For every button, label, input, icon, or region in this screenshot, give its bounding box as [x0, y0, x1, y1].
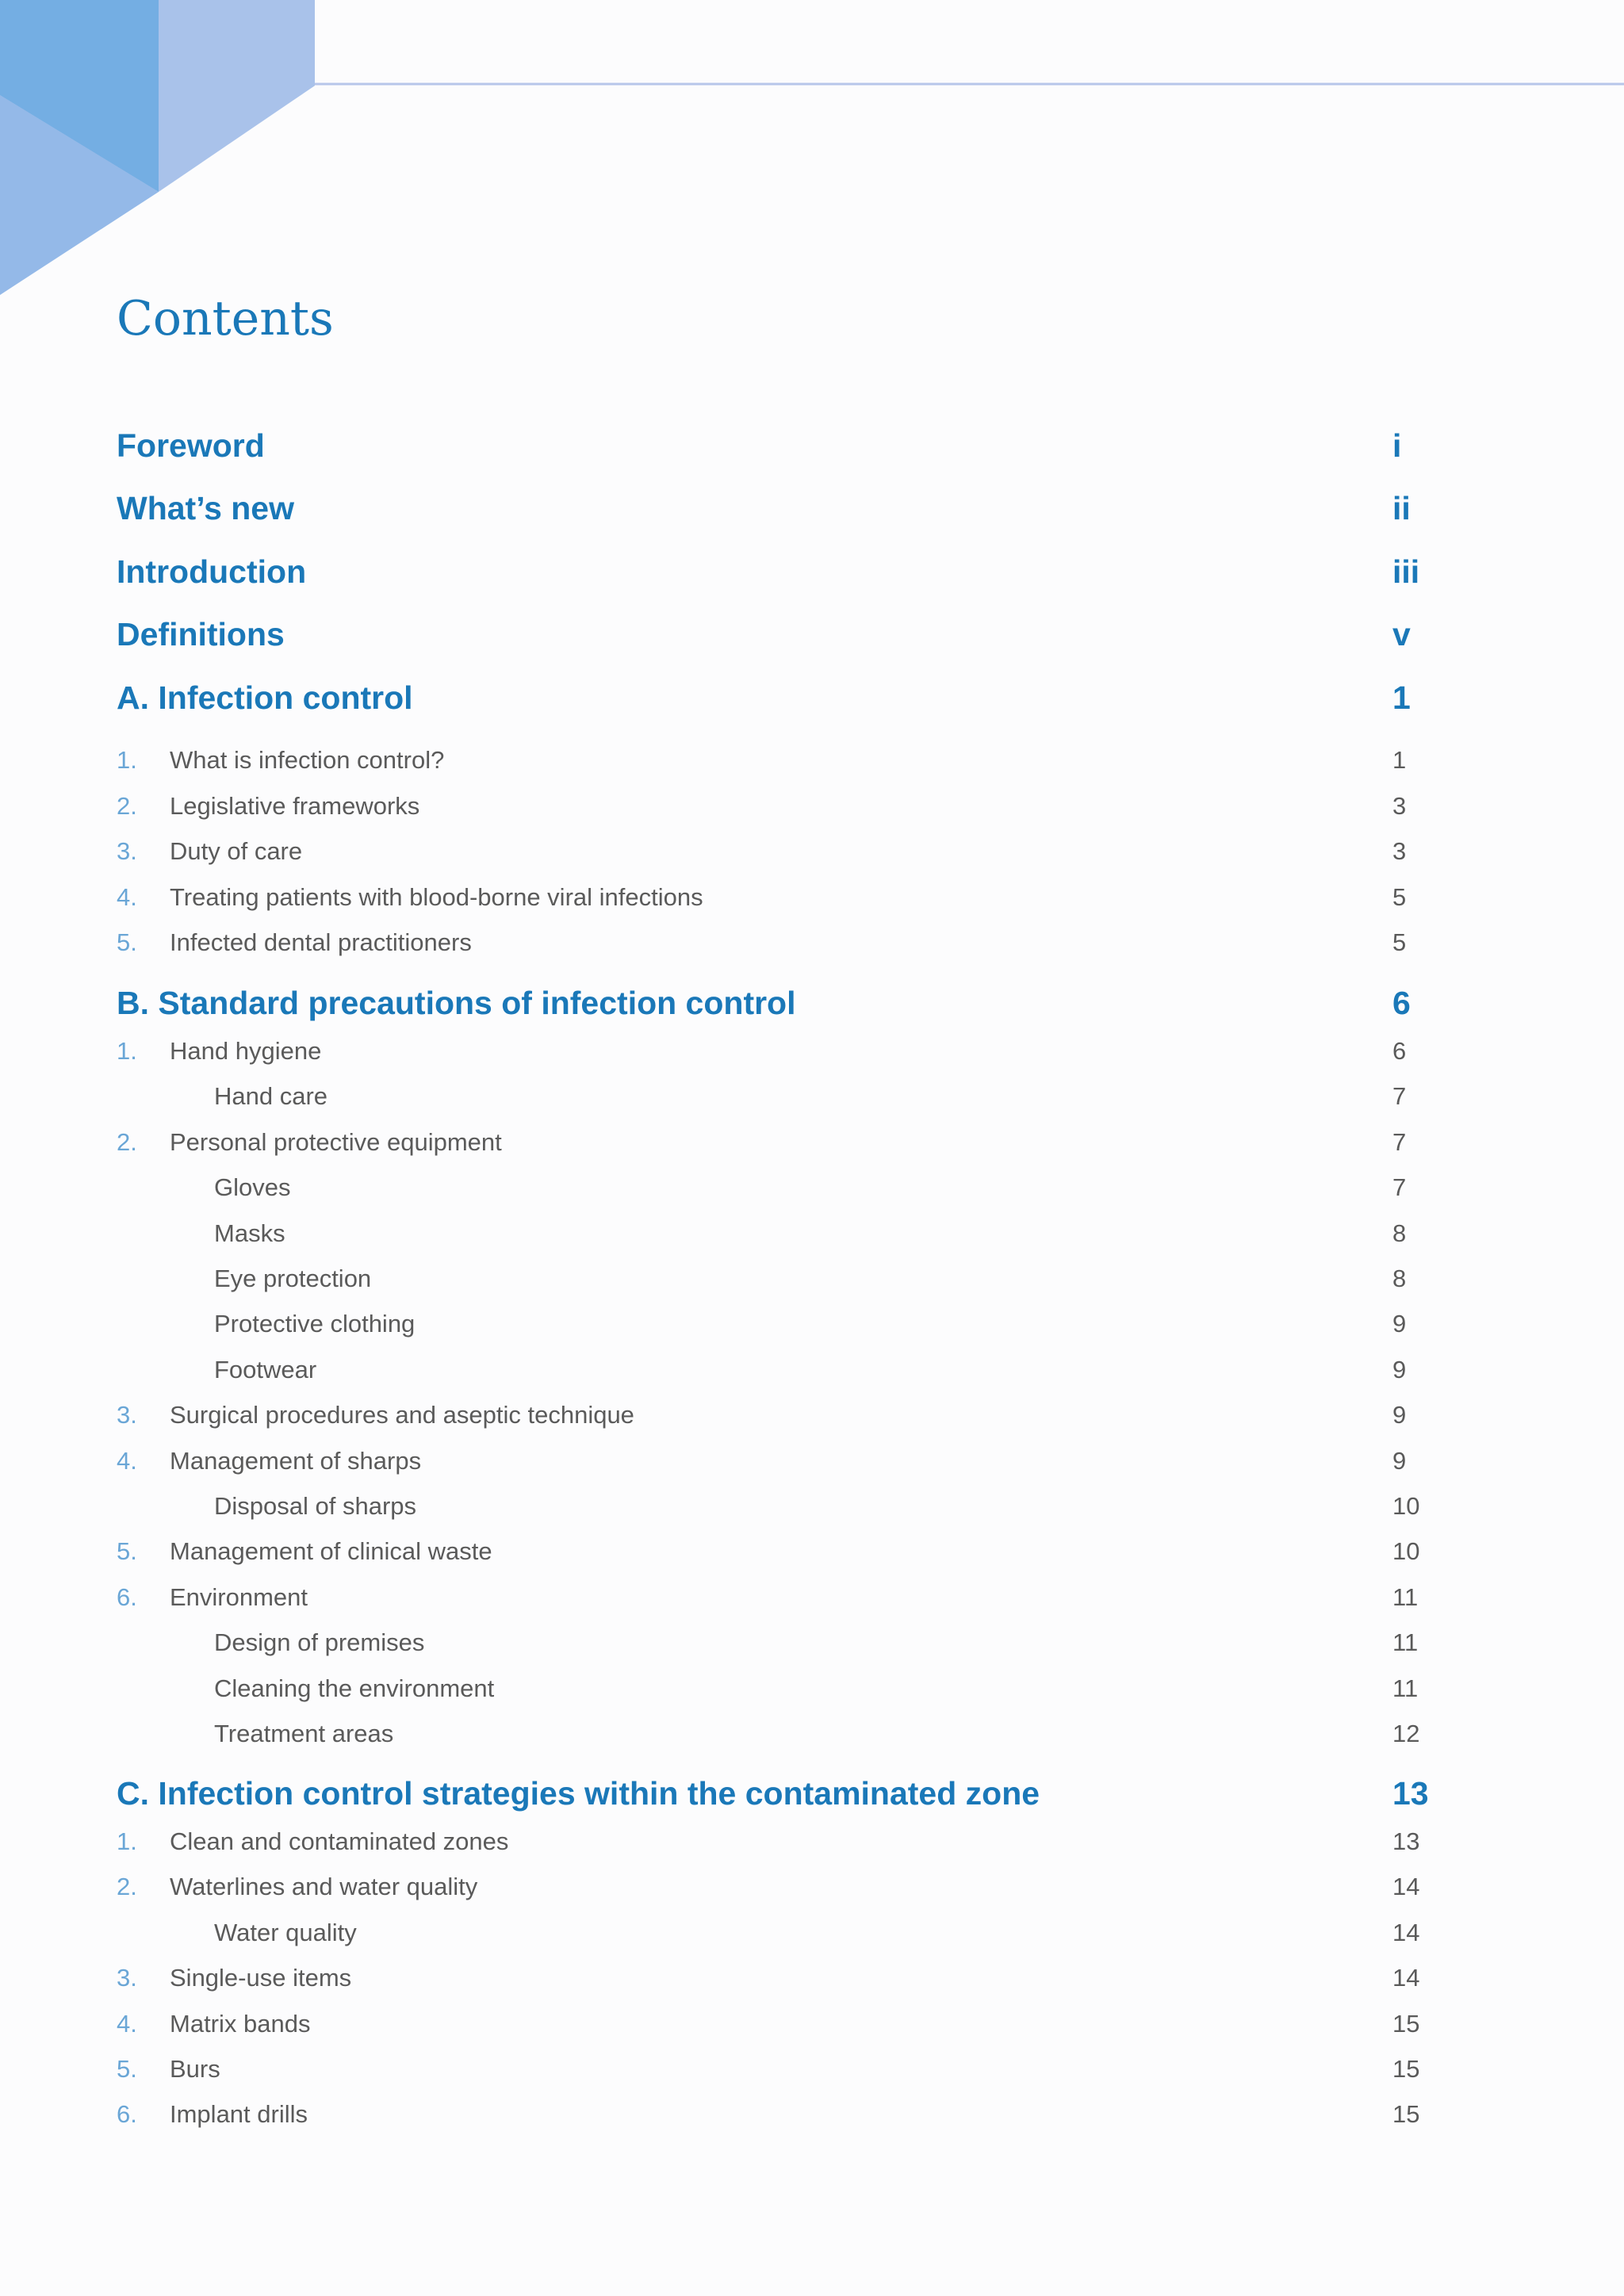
toc-page-number: 5 [1392, 883, 1407, 911]
page-title: Contents [117, 291, 334, 346]
toc-page-number: 6 [1392, 985, 1411, 1021]
toc-page-number: 14 [1392, 1964, 1420, 1992]
toc-item-number: 1. [117, 1037, 137, 1065]
toc-section-b[interactable] [0, 983, 1624, 1023]
toc-item-number: 1. [117, 1827, 137, 1855]
toc-page-number: 1 [1392, 679, 1411, 716]
toc-label: Hand care [214, 1082, 328, 1110]
toc-item[interactable] [0, 1822, 1624, 1862]
toc-subitem[interactable] [0, 1304, 1624, 1344]
toc-item[interactable] [0, 923, 1624, 962]
toc-page-number: 1 [1392, 746, 1407, 774]
toc-item-number: 5. [117, 2055, 137, 2083]
toc-page-number: 14 [1392, 1919, 1420, 1946]
toc-item-number: 4. [117, 2010, 137, 2038]
toc-page-number: 9 [1392, 1447, 1407, 1475]
toc-label: Eye protection [214, 1265, 372, 1292]
toc-section-a[interactable] [0, 678, 1624, 718]
toc-item[interactable] [0, 878, 1624, 917]
toc-page-number: 8 [1392, 1265, 1407, 1292]
toc-item[interactable] [0, 2049, 1624, 2089]
toc-subitem[interactable] [0, 1669, 1624, 1709]
toc-page-number: 15 [1392, 2100, 1420, 2128]
toc-label: Waterlines and water quality [170, 1873, 478, 1900]
toc-page-number: 15 [1392, 2010, 1420, 2038]
toc-page-number: 7 [1392, 1173, 1407, 1201]
toc-label: A. Infection control [117, 679, 413, 716]
toc-page-number: 14 [1392, 1873, 1420, 1900]
toc-item[interactable] [0, 740, 1624, 780]
toc-item[interactable] [0, 1441, 1624, 1481]
toc-page-number: 10 [1392, 1537, 1420, 1565]
toc-page-number: 13 [1392, 1775, 1429, 1812]
toc-label: Environment [170, 1583, 308, 1611]
toc-label: Masks [214, 1219, 285, 1247]
toc-label: Treatment areas [214, 1720, 394, 1747]
toc-item-number: 1. [117, 746, 137, 774]
toc-subitem[interactable] [0, 1714, 1624, 1754]
toc-entry-whats-new[interactable] [0, 488, 1624, 528]
toc-item[interactable] [0, 1867, 1624, 1907]
toc-item-number: 4. [117, 1447, 137, 1475]
toc-page-number: 13 [1392, 1827, 1420, 1855]
toc-page-number: 5 [1392, 928, 1407, 956]
toc-item-number: 6. [117, 1583, 137, 1611]
toc-item-number: 3. [117, 1964, 137, 1992]
toc-subitem[interactable] [0, 1487, 1624, 1526]
toc-page-number: 7 [1392, 1082, 1407, 1110]
toc-item[interactable] [0, 2004, 1624, 2044]
toc-label: Duty of care [170, 837, 303, 865]
toc-page-number: v [1392, 616, 1411, 652]
toc-label: Introduction [117, 553, 307, 590]
toc-subitem[interactable] [0, 1913, 1624, 1953]
toc-page-number: 8 [1392, 1219, 1407, 1247]
toc-section-c[interactable] [0, 1774, 1624, 1813]
toc-label: Cleaning the environment [214, 1674, 495, 1702]
toc-label: B. Standard precautions of infection control [117, 985, 796, 1021]
toc-label: Management of clinical waste [170, 1537, 492, 1565]
toc-label: C. Infection control strategies within the contaminated zone [117, 1775, 1040, 1812]
toc-page-number: 9 [1392, 1356, 1407, 1383]
toc-item-number: 5. [117, 1537, 137, 1565]
toc-item-number: 2. [117, 1873, 137, 1900]
toc-page-number: 9 [1392, 1401, 1407, 1429]
toc-label: Implant drills [170, 2100, 308, 2128]
toc-label: Foreword [117, 427, 265, 464]
toc-item-number: 3. [117, 1401, 137, 1429]
toc-label: Disposal of sharps [214, 1492, 417, 1520]
toc-label: Management of sharps [170, 1447, 422, 1475]
toc-page-number: 11 [1392, 1583, 1419, 1611]
toc-item[interactable] [0, 1395, 1624, 1435]
toc-label: Water quality [214, 1919, 357, 1946]
toc-page-number: 12 [1392, 1720, 1420, 1747]
toc-label: Burs [170, 2055, 220, 2083]
toc-label: Single-use items [170, 1964, 352, 1992]
toc-page-number: ii [1392, 490, 1411, 526]
toc-label: Matrix bands [170, 2010, 311, 2038]
toc-subitem[interactable] [0, 1077, 1624, 1116]
toc-page-number: 7 [1392, 1128, 1407, 1156]
toc-subitem[interactable] [0, 1350, 1624, 1390]
toc-page-number: 11 [1392, 1674, 1419, 1702]
toc-item-number: 4. [117, 883, 137, 911]
toc-item-number: 2. [117, 792, 137, 820]
toc-page-number: 9 [1392, 1310, 1407, 1337]
toc-item[interactable] [0, 1532, 1624, 1571]
toc-item-number: 6. [117, 2100, 137, 2128]
toc-item[interactable] [0, 2095, 1624, 2134]
toc-page-number: iii [1392, 553, 1420, 590]
toc-entry-definitions[interactable] [0, 614, 1624, 654]
toc-page-number: 6 [1392, 1037, 1407, 1065]
toc-item-number: 5. [117, 928, 137, 956]
toc-page-number: 3 [1392, 792, 1407, 820]
toc-entry-foreword[interactable] [0, 426, 1624, 465]
toc-item[interactable] [0, 832, 1624, 871]
toc-item[interactable] [0, 1958, 1624, 1998]
toc-label: Protective clothing [214, 1310, 416, 1337]
toc-item[interactable] [0, 1031, 1624, 1071]
toc-label: Treating patients with blood-borne viral infections [170, 883, 703, 911]
toc-label: Infected dental practitioners [170, 928, 472, 956]
toc-subitem[interactable] [0, 1623, 1624, 1663]
toc-item[interactable] [0, 1123, 1624, 1162]
toc-label: Clean and contaminated zones [170, 1827, 509, 1855]
toc-label: Definitions [117, 616, 285, 652]
toc-label: Hand hygiene [170, 1037, 322, 1065]
toc-page-number: i [1392, 427, 1402, 464]
toc-item-number: 3. [117, 837, 137, 865]
toc-page-number: 11 [1392, 1628, 1419, 1656]
toc-label: Gloves [214, 1173, 291, 1201]
toc-item-number: 2. [117, 1128, 137, 1156]
toc-label: What’s new [117, 490, 294, 526]
toc-subitem[interactable] [0, 1168, 1624, 1207]
toc-page-number: 3 [1392, 837, 1407, 865]
toc-label: Design of premises [214, 1628, 425, 1656]
toc-label: Footwear [214, 1356, 317, 1383]
toc-subitem[interactable] [0, 1214, 1624, 1253]
toc-label: Legislative frameworks [170, 792, 420, 820]
toc-subitem[interactable] [0, 1259, 1624, 1299]
toc-label: Surgical procedures and aseptic technique [170, 1401, 634, 1429]
toc-page-number: 15 [1392, 2055, 1420, 2083]
toc-entry-introduction[interactable] [0, 552, 1624, 591]
toc-label: Personal protective equipment [170, 1128, 502, 1156]
toc-page-number: 10 [1392, 1492, 1420, 1520]
toc-item[interactable] [0, 1578, 1624, 1617]
toc-item[interactable] [0, 786, 1624, 826]
toc-label: What is infection control? [170, 746, 445, 774]
